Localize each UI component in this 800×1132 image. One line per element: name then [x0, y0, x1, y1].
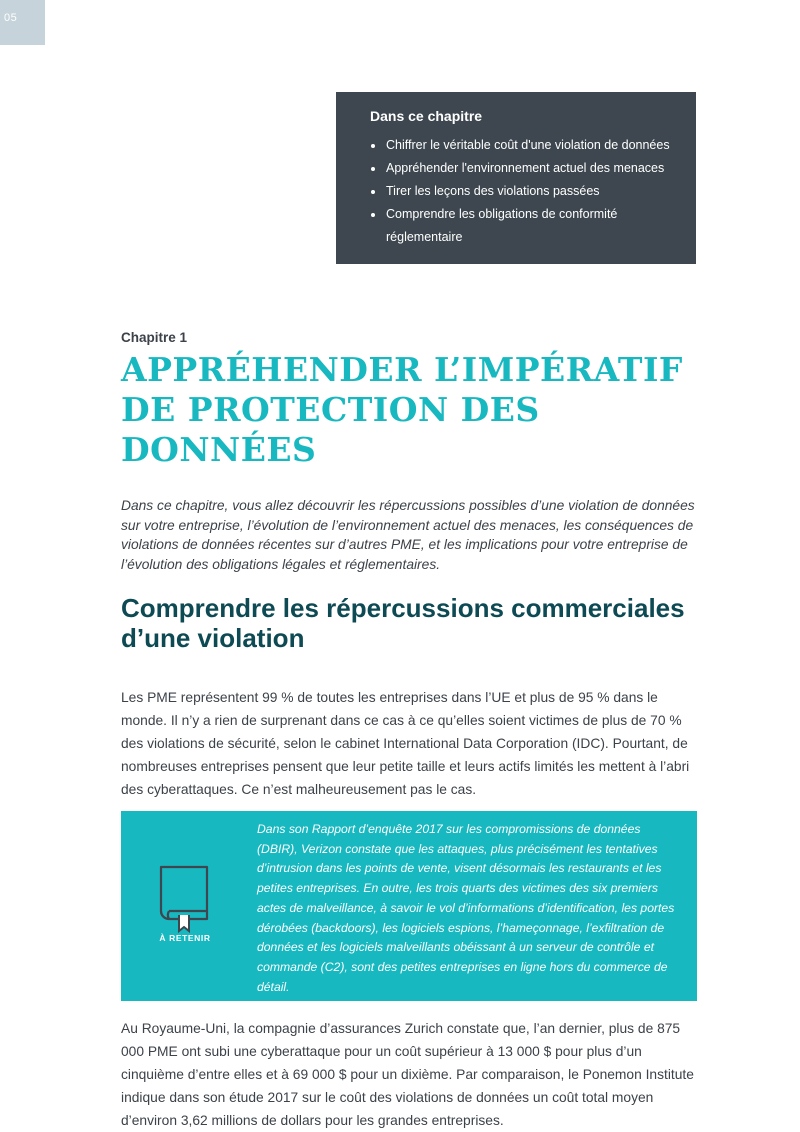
chapter-label: Chapitre 1 — [121, 330, 188, 345]
callout-label: À RETENIR — [159, 933, 211, 943]
chapter-summary-item: Comprendre les obligations de conformité réglementaire — [386, 203, 656, 249]
section-title: Comprendre les répercussions commerciales d’une violation — [121, 593, 685, 653]
callout-text: Dans son Rapport d’enquête 2017 sur les compromissions de données (DBIR), Verizon constate que les attaques, plus précisément les tentatives d’intrusion dans les points de vente, visent désormais les restaurants et les petites entreprises. En outre, les trois quarts des victimes des six premiers actes de malveillance, à savoir le vol d’informations d’identification, les portes dérobées (backdoors), les logiciels espions, l’hameçonnage, l’exfiltration de données et les logiciels malveillants obéissant à un serveur de contrôle et commande (C2), sont des petites entreprises en ligne hors du commerce de détail. — [257, 822, 675, 994]
body-paragraph: Au Royaume-Uni, la compagnie d’assurances Zurich constate que, l’an dernier, plus de 875 000 PME ont subi une cyberattaque pour un coût supérieur à 13 000 $ pour plus d’un cinquième d’entre elles et à 69 000 $ pour un dixième. Par comparaison, le Ponemon Institute indique dans son étude 2017 sur le coût des violations de données un coût total moyen d’environ 3,62 millions de dollars pour les grandes entreprises. — [121, 1021, 694, 1128]
chapter-intro: Dans ce chapitre, vous allez découvrir les répercussions possibles d’une violation de données sur votre entreprise, l’évolution de l’environnement actuel des menaces, les conséquences de violations de données récentes sur d’autres PME, et les implications pour votre entreprise de l’évolution des obligations légales et réglementaires. — [121, 498, 695, 572]
body-paragraph: Les PME représentent 99 % de toutes les entreprises dans l’UE et plus de 95 % dans le monde. Il n’y a rien de surprenant dans ce cas à ce qu’elles soient victimes de plus de 70 % des violations de sécurité, selon le cabinet International Data Corporation (IDC). Pourtant, de nombreuses entreprises pensent que leur petite taille et leurs actifs limités les mettent à l’abri des cyberattaques. Ce n’est malheureusement pas le cas. — [121, 690, 690, 797]
book-bookmark-icon — [155, 861, 215, 937]
page-number: 05 — [4, 12, 18, 24]
remember-callout — [121, 811, 697, 1001]
chapter-summary-item: Appréhender l'environnement actuel des menaces — [386, 157, 676, 180]
chapter-summary-box — [336, 92, 696, 264]
page-number-tab — [0, 0, 45, 45]
chapter-title: APPRÉHENDER L’IMPÉRATIF DE PROTECTION DES DONNÉES — [121, 350, 683, 469]
chapter-summary-list — [370, 134, 676, 249]
chapter-summary-item: Tirer les leçons des violations passées — [386, 180, 676, 203]
chapter-summary-heading: Dans ce chapitre — [370, 108, 483, 124]
chapter-summary-item: Chiffrer le véritable coût d'une violation de données — [386, 134, 676, 157]
